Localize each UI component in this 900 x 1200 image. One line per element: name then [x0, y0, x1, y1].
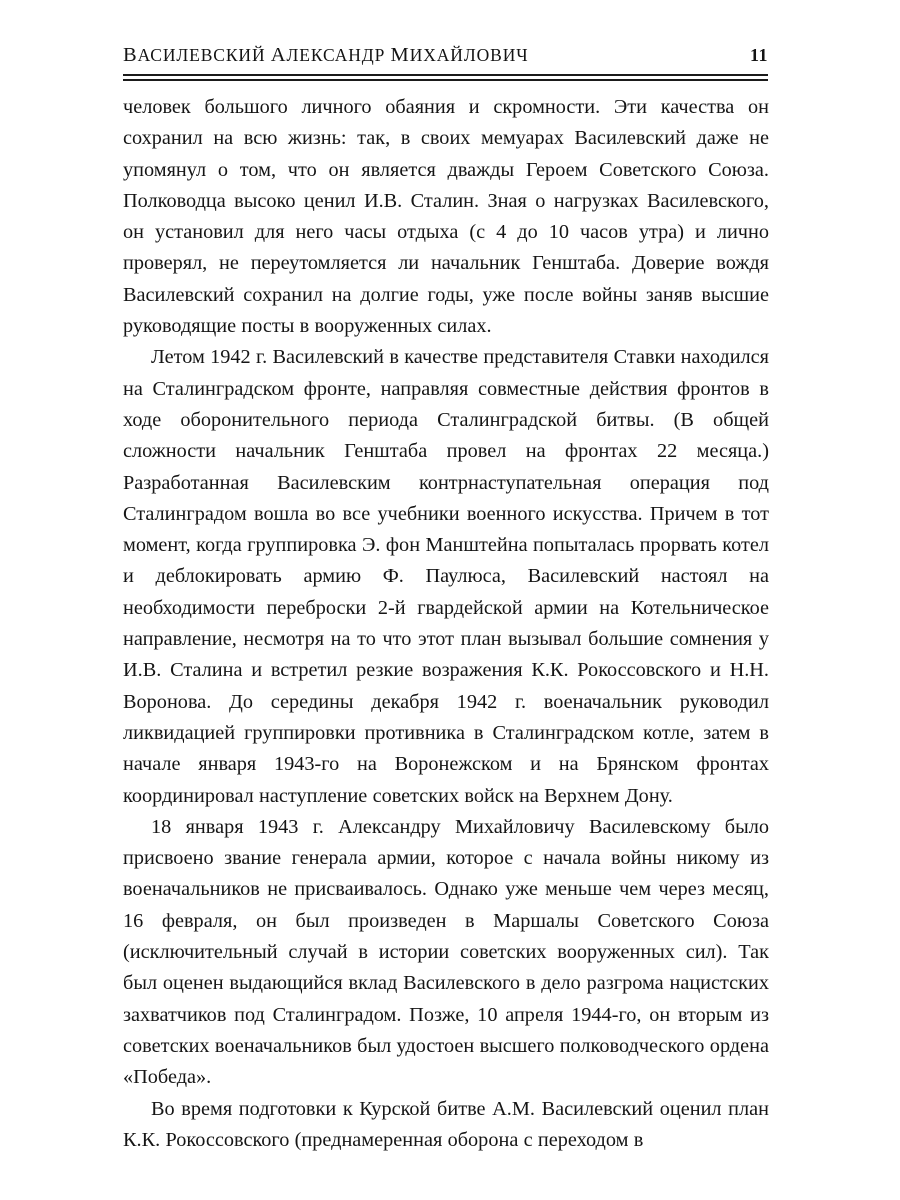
paragraph: человек большого личного обаяния и скромности. Эти качества он сохранил на всю жизнь: так, в своих мемуарах Василевский даже не упомянул о том, что он является дважды Героем Советского Союза. Полководца высоко ценил И.В. Сталин. Зная о нагрузках Василевского, он установил для него часы отдыха (с 4 до 10 часов утра) и лично проверял, не переутомляется ли начальник Генштаба. Доверие вождя Василевский сохранил на долгие годы, уже после войны заняв высшие руководящие посты в вооруженных силах. — [123, 96, 769, 338]
paragraph: 18 января 1943 г. Александру Михайловичу Василевскому было присвоено звание генерала армии, которое с начала войны никому из военачальников не присваивалось. Однако уже меньше чем через месяц, 16 февраля, он был произведен в Маршалы Советского Союза (исключительный случай в истории советских вооруженных сил). Так был оценен выдающийся вклад Василевского в дело разгрома нацистских захватчиков под Сталинградом. Позже, 10 апреля 1944-го, он вторым из советских военачальников был удостоен высшего полководческого ордена «Победа». — [123, 815, 769, 1089]
paragraph: Во время подготовки к Курской битве А.М. Василевский оценил план К.К. Рокоссовского (преднамеренная оборона с переходом в — [123, 1097, 769, 1151]
header-double-rule — [123, 74, 768, 81]
body-text-column — [123, 92, 769, 1156]
page-number: 11 — [749, 45, 768, 65]
header-rule-top — [123, 74, 768, 76]
header-rule-bottom — [123, 79, 768, 81]
running-head — [123, 44, 768, 67]
paragraph: Летом 1942 г. Василевский в качестве представителя Ставки находился на Сталинградском фронте, направляя совместные действия фронтов в ходе оборонительного периода Сталинградской битвы. (В общей сложности начальник Генштаба провел на фронтах 22 месяца.) Разработанная Василевским контрнаступательная операция под Сталинградом вошла во все учебники военного искусства. Причем в тот момент, когда группировка Э. фон Манштейна попыталась прорвать котел и деблокировать армию Ф. Паулюса, Василевский настоял на необходимости переброски 2-й гвардейской армии на Котельническое направление, несмотря на то что этот план вызывал большие сомнения у И.В. Сталина и встретил резкие возражения К.К. Рокоссовского и Н.Н. Воронова. До середины декабря 1942 г. военачальник руководил ликвидацией группировки противника в Сталинградском котле, затем в начале января 1943-го на Воронежском и на Брянском фронтах координировал наступление советских войск на Верхнем Дону. — [123, 346, 769, 807]
running-head-title: ВАСИЛЕВСКИЙ АЛЕКСАНДР МИХАЙЛОВИЧ — [123, 44, 529, 66]
